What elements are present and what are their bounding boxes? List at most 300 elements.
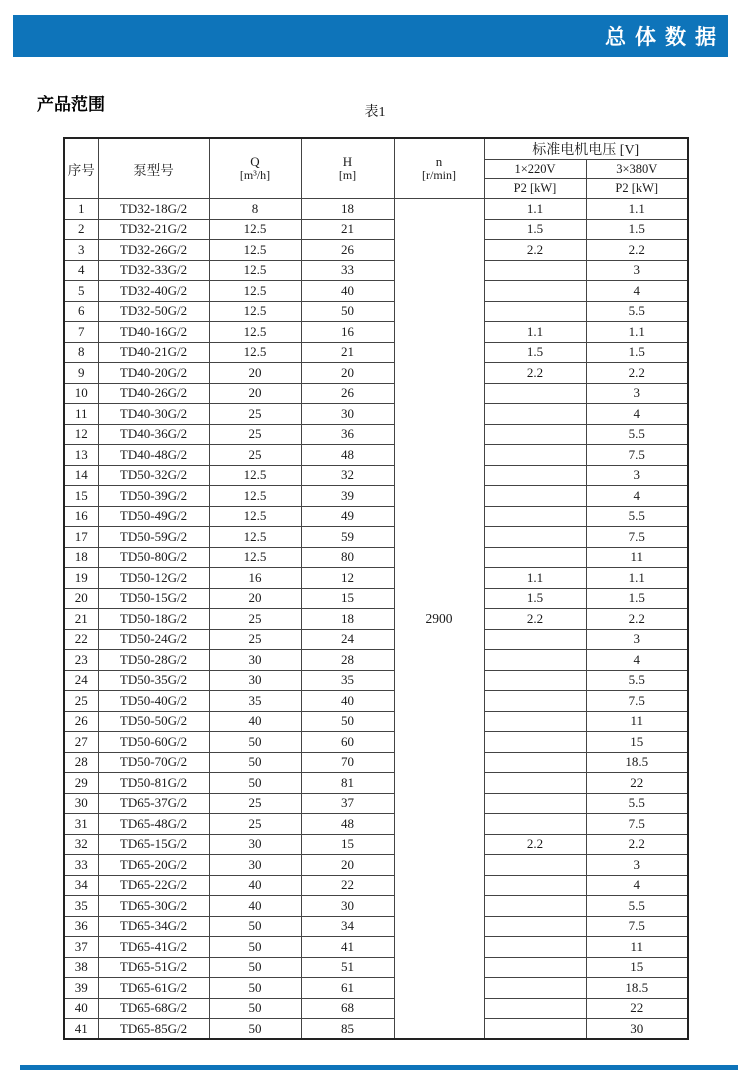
cell-flow-q: 12.5 — [209, 506, 301, 527]
cell-p2-380v: 3 — [586, 855, 688, 876]
cell-flow-q: 40 — [209, 711, 301, 732]
table-row — [64, 424, 688, 445]
col-header-380v: 3×380V — [586, 160, 688, 179]
cell-row-number: 37 — [64, 937, 98, 958]
table-row — [64, 383, 688, 404]
table-row — [64, 834, 688, 855]
cell-row-number: 13 — [64, 445, 98, 466]
cell-pump-model: TD32-33G/2 — [98, 260, 209, 281]
cell-pump-model: TD50-35G/2 — [98, 670, 209, 691]
cell-pump-model: TD40-16G/2 — [98, 322, 209, 343]
table-row — [64, 568, 688, 589]
cell-p2-380v: 15 — [586, 957, 688, 978]
cell-row-number: 1 — [64, 199, 98, 220]
cell-flow-q: 30 — [209, 670, 301, 691]
col-header-h-unit: [m] — [338, 168, 357, 183]
cell-flow-q: 8 — [209, 199, 301, 220]
table-row — [64, 199, 688, 220]
cell-pump-model: TD50-18G/2 — [98, 609, 209, 630]
table-row — [64, 609, 688, 630]
cell-head-h: 12 — [301, 568, 394, 589]
cell-pump-model: TD65-85G/2 — [98, 1019, 209, 1040]
col-header-h — [301, 138, 394, 199]
table-row — [64, 916, 688, 937]
cell-head-h: 15 — [301, 834, 394, 855]
cell-row-number: 24 — [64, 670, 98, 691]
cell-pump-model: TD65-20G/2 — [98, 855, 209, 876]
cell-flow-q: 25 — [209, 793, 301, 814]
cell-row-number: 28 — [64, 752, 98, 773]
cell-row-number: 17 — [64, 527, 98, 548]
col-header-model: 泵型号 — [98, 138, 209, 199]
cell-row-number: 21 — [64, 609, 98, 630]
cell-pump-model: TD50-49G/2 — [98, 506, 209, 527]
cell-flow-q: 25 — [209, 445, 301, 466]
table-row — [64, 629, 688, 650]
cell-p2-220v: 1.5 — [484, 219, 586, 240]
cell-pump-model: TD40-48G/2 — [98, 445, 209, 466]
cell-p2-380v: 30 — [586, 1019, 688, 1040]
cell-row-number: 39 — [64, 978, 98, 999]
col-header-p2-220: P2 [kW] — [484, 179, 586, 199]
cell-p2-380v: 22 — [586, 773, 688, 794]
col-header-q — [209, 138, 301, 199]
cell-p2-220v — [484, 424, 586, 445]
cell-p2-220v — [484, 404, 586, 425]
cell-flow-q: 50 — [209, 752, 301, 773]
cell-p2-380v: 4 — [586, 281, 688, 302]
cell-flow-q: 12.5 — [209, 486, 301, 507]
cell-p2-220v — [484, 301, 586, 322]
cell-head-h: 18 — [301, 609, 394, 630]
cell-row-number: 14 — [64, 465, 98, 486]
cell-flow-q: 12.5 — [209, 322, 301, 343]
cell-p2-380v: 2.2 — [586, 240, 688, 261]
cell-p2-380v: 7.5 — [586, 814, 688, 835]
cell-row-number: 6 — [64, 301, 98, 322]
cell-flow-q: 12.5 — [209, 301, 301, 322]
cell-head-h: 80 — [301, 547, 394, 568]
cell-p2-380v: 1.5 — [586, 588, 688, 609]
cell-row-number: 34 — [64, 875, 98, 896]
cell-p2-380v: 11 — [586, 937, 688, 958]
table-caption: 表1 — [364, 105, 386, 120]
table-row — [64, 465, 688, 486]
cell-p2-220v: 2.2 — [484, 609, 586, 630]
cell-row-number: 27 — [64, 732, 98, 753]
cell-flow-q: 50 — [209, 732, 301, 753]
table-row — [64, 650, 688, 671]
cell-p2-220v — [484, 281, 586, 302]
cell-p2-380v: 5.5 — [586, 506, 688, 527]
cell-pump-model: TD50-70G/2 — [98, 752, 209, 773]
cell-p2-380v: 1.5 — [586, 219, 688, 240]
table-row — [64, 752, 688, 773]
cell-p2-220v — [484, 670, 586, 691]
cell-flow-q: 20 — [209, 363, 301, 384]
cell-head-h: 28 — [301, 650, 394, 671]
cell-flow-q: 50 — [209, 957, 301, 978]
cell-row-number: 7 — [64, 322, 98, 343]
cell-head-h: 48 — [301, 814, 394, 835]
cell-p2-220v — [484, 711, 586, 732]
cell-row-number: 2 — [64, 219, 98, 240]
cell-head-h: 60 — [301, 732, 394, 753]
cell-pump-model: TD40-26G/2 — [98, 383, 209, 404]
cell-pump-model: TD65-48G/2 — [98, 814, 209, 835]
cell-row-number: 23 — [64, 650, 98, 671]
cell-row-number: 36 — [64, 916, 98, 937]
cell-head-h: 39 — [301, 486, 394, 507]
cell-head-h: 37 — [301, 793, 394, 814]
cell-p2-220v — [484, 875, 586, 896]
cell-p2-220v — [484, 896, 586, 917]
cell-row-number: 38 — [64, 957, 98, 978]
cell-p2-220v: 1.5 — [484, 342, 586, 363]
table-row — [64, 240, 688, 261]
cell-flow-q: 35 — [209, 691, 301, 712]
section-title: 产品范围 — [37, 95, 105, 114]
table-row — [64, 1019, 688, 1040]
cell-row-number: 41 — [64, 1019, 98, 1040]
cell-flow-q: 50 — [209, 937, 301, 958]
table-row — [64, 281, 688, 302]
cell-p2-220v — [484, 773, 586, 794]
cell-head-h: 26 — [301, 240, 394, 261]
cell-row-number: 11 — [64, 404, 98, 425]
bottom-accent-rule — [20, 1065, 738, 1070]
cell-row-number: 20 — [64, 588, 98, 609]
cell-p2-220v — [484, 691, 586, 712]
cell-head-h: 33 — [301, 260, 394, 281]
cell-p2-380v: 1.1 — [586, 568, 688, 589]
cell-p2-220v — [484, 937, 586, 958]
table-row — [64, 732, 688, 753]
cell-head-h: 21 — [301, 342, 394, 363]
cell-flow-q: 12.5 — [209, 547, 301, 568]
cell-p2-220v — [484, 978, 586, 999]
cell-flow-q: 25 — [209, 424, 301, 445]
cell-row-number: 33 — [64, 855, 98, 876]
cell-pump-model: TD50-39G/2 — [98, 486, 209, 507]
cell-row-number: 40 — [64, 998, 98, 1019]
cell-head-h: 20 — [301, 363, 394, 384]
cell-p2-220v — [484, 752, 586, 773]
cell-row-number: 8 — [64, 342, 98, 363]
cell-row-number: 3 — [64, 240, 98, 261]
cell-pump-model: TD50-24G/2 — [98, 629, 209, 650]
col-header-no: 序号 — [64, 138, 98, 199]
table-row — [64, 486, 688, 507]
cell-pump-model: TD50-60G/2 — [98, 732, 209, 753]
cell-p2-220v — [484, 855, 586, 876]
table-row — [64, 588, 688, 609]
cell-head-h: 48 — [301, 445, 394, 466]
cell-p2-380v: 3 — [586, 629, 688, 650]
cell-p2-220v — [484, 1019, 586, 1040]
table-row — [64, 219, 688, 240]
cell-flow-q: 25 — [209, 609, 301, 630]
cell-head-h: 41 — [301, 937, 394, 958]
cell-pump-model: TD32-18G/2 — [98, 199, 209, 220]
col-header-voltage-group: 标准电机电压 [V] — [484, 138, 688, 160]
col-header-n — [394, 138, 484, 199]
col-header-p2-380: P2 [kW] — [586, 179, 688, 199]
table-row — [64, 937, 688, 958]
col-header-h-symbol: H — [342, 153, 353, 169]
cell-row-number: 15 — [64, 486, 98, 507]
cell-p2-380v: 22 — [586, 998, 688, 1019]
cell-p2-380v: 5.5 — [586, 896, 688, 917]
cell-p2-380v: 18.5 — [586, 978, 688, 999]
cell-p2-220v — [484, 445, 586, 466]
table-row — [64, 445, 688, 466]
col-header-220v: 1×220V — [484, 160, 586, 179]
cell-p2-220v: 2.2 — [484, 240, 586, 261]
cell-head-h: 35 — [301, 670, 394, 691]
cell-head-h: 81 — [301, 773, 394, 794]
cell-p2-380v: 3 — [586, 465, 688, 486]
cell-pump-model: TD32-40G/2 — [98, 281, 209, 302]
cell-p2-220v — [484, 957, 586, 978]
cell-pump-model: TD50-15G/2 — [98, 588, 209, 609]
cell-p2-220v: 1.1 — [484, 322, 586, 343]
cell-flow-q: 50 — [209, 773, 301, 794]
cell-flow-q: 12.5 — [209, 527, 301, 548]
table-row — [64, 793, 688, 814]
table-row — [64, 814, 688, 835]
cell-pump-model: TD50-28G/2 — [98, 650, 209, 671]
cell-pump-model: TD65-61G/2 — [98, 978, 209, 999]
cell-p2-380v: 7.5 — [586, 527, 688, 548]
col-header-q-symbol: Q — [250, 153, 260, 169]
table-row — [64, 957, 688, 978]
cell-p2-220v — [484, 486, 586, 507]
cell-p2-380v: 7.5 — [586, 691, 688, 712]
cell-p2-380v: 4 — [586, 650, 688, 671]
table-row — [64, 875, 688, 896]
cell-head-h: 61 — [301, 978, 394, 999]
cell-flow-q: 50 — [209, 916, 301, 937]
cell-pump-model: TD65-15G/2 — [98, 834, 209, 855]
cell-pump-model: TD32-21G/2 — [98, 219, 209, 240]
cell-head-h: 16 — [301, 322, 394, 343]
cell-row-number: 12 — [64, 424, 98, 445]
cell-p2-380v: 18.5 — [586, 752, 688, 773]
cell-head-h: 21 — [301, 219, 394, 240]
cell-pump-model: TD40-20G/2 — [98, 363, 209, 384]
cell-speed-n-merged: 2900 — [394, 199, 484, 1040]
table-row — [64, 342, 688, 363]
cell-pump-model: TD50-32G/2 — [98, 465, 209, 486]
cell-flow-q: 30 — [209, 650, 301, 671]
cell-p2-220v — [484, 629, 586, 650]
cell-p2-380v: 2.2 — [586, 834, 688, 855]
cell-head-h: 30 — [301, 896, 394, 917]
cell-row-number: 29 — [64, 773, 98, 794]
page-header-title: 总体数据 — [605, 26, 725, 49]
table-row — [64, 404, 688, 425]
cell-flow-q: 20 — [209, 383, 301, 404]
col-header-n-unit: [r/min] — [422, 168, 456, 183]
cell-p2-220v — [484, 527, 586, 548]
cell-p2-220v: 1.5 — [484, 588, 586, 609]
cell-head-h: 20 — [301, 855, 394, 876]
cell-flow-q: 16 — [209, 568, 301, 589]
cell-head-h: 32 — [301, 465, 394, 486]
cell-flow-q: 12.5 — [209, 240, 301, 261]
cell-pump-model: TD65-68G/2 — [98, 998, 209, 1019]
cell-row-number: 19 — [64, 568, 98, 589]
cell-p2-380v: 1.1 — [586, 322, 688, 343]
cell-p2-220v — [484, 650, 586, 671]
cell-head-h: 18 — [301, 199, 394, 220]
cell-row-number: 30 — [64, 793, 98, 814]
cell-row-number: 18 — [64, 547, 98, 568]
cell-pump-model: TD50-50G/2 — [98, 711, 209, 732]
cell-row-number: 35 — [64, 896, 98, 917]
cell-p2-220v — [484, 506, 586, 527]
table-row — [64, 260, 688, 281]
cell-p2-220v — [484, 793, 586, 814]
table-row — [64, 773, 688, 794]
cell-p2-380v: 7.5 — [586, 445, 688, 466]
cell-p2-380v: 5.5 — [586, 301, 688, 322]
cell-pump-model: TD50-80G/2 — [98, 547, 209, 568]
cell-pump-model: TD50-40G/2 — [98, 691, 209, 712]
top-accent-bar — [13, 15, 728, 57]
cell-pump-model: TD40-21G/2 — [98, 342, 209, 363]
cell-row-number: 31 — [64, 814, 98, 835]
cell-head-h: 85 — [301, 1019, 394, 1040]
cell-flow-q: 50 — [209, 998, 301, 1019]
cell-flow-q: 50 — [209, 978, 301, 999]
cell-p2-380v: 11 — [586, 547, 688, 568]
cell-flow-q: 40 — [209, 875, 301, 896]
cell-p2-380v: 3 — [586, 260, 688, 281]
cell-p2-220v — [484, 998, 586, 1019]
cell-p2-220v — [484, 916, 586, 937]
cell-head-h: 68 — [301, 998, 394, 1019]
cell-p2-380v: 7.5 — [586, 916, 688, 937]
cell-p2-380v: 4 — [586, 486, 688, 507]
cell-flow-q: 50 — [209, 1019, 301, 1040]
cell-row-number: 9 — [64, 363, 98, 384]
cell-p2-380v: 2.2 — [586, 363, 688, 384]
table-body — [64, 199, 688, 1040]
cell-p2-220v — [484, 260, 586, 281]
table-row — [64, 896, 688, 917]
cell-row-number: 4 — [64, 260, 98, 281]
cell-head-h: 36 — [301, 424, 394, 445]
cell-flow-q: 12.5 — [209, 219, 301, 240]
cell-flow-q: 12.5 — [209, 281, 301, 302]
cell-p2-380v: 1.5 — [586, 342, 688, 363]
cell-pump-model: TD40-36G/2 — [98, 424, 209, 445]
cell-flow-q: 30 — [209, 834, 301, 855]
cell-row-number: 10 — [64, 383, 98, 404]
table-row — [64, 547, 688, 568]
cell-row-number: 22 — [64, 629, 98, 650]
table-row — [64, 691, 688, 712]
cell-p2-220v — [484, 732, 586, 753]
cell-flow-q: 12.5 — [209, 342, 301, 363]
product-range-table — [63, 137, 689, 1040]
cell-head-h: 40 — [301, 691, 394, 712]
cell-head-h: 26 — [301, 383, 394, 404]
cell-p2-380v: 5.5 — [586, 793, 688, 814]
cell-head-h: 30 — [301, 404, 394, 425]
cell-head-h: 15 — [301, 588, 394, 609]
cell-p2-380v: 11 — [586, 711, 688, 732]
table-row — [64, 527, 688, 548]
cell-pump-model: TD65-37G/2 — [98, 793, 209, 814]
cell-flow-q: 12.5 — [209, 465, 301, 486]
cell-pump-model: TD50-12G/2 — [98, 568, 209, 589]
cell-p2-220v — [484, 814, 586, 835]
table-row — [64, 322, 688, 343]
cell-row-number: 32 — [64, 834, 98, 855]
table-header — [64, 138, 688, 199]
cell-row-number: 26 — [64, 711, 98, 732]
cell-p2-220v — [484, 383, 586, 404]
cell-pump-model: TD50-59G/2 — [98, 527, 209, 548]
cell-pump-model: TD32-50G/2 — [98, 301, 209, 322]
cell-p2-220v: 1.1 — [484, 568, 586, 589]
cell-row-number: 25 — [64, 691, 98, 712]
table-row — [64, 855, 688, 876]
table-row — [64, 670, 688, 691]
cell-p2-220v: 2.2 — [484, 834, 586, 855]
cell-p2-380v: 4 — [586, 404, 688, 425]
table-row — [64, 363, 688, 384]
cell-p2-380v: 5.5 — [586, 424, 688, 445]
col-header-q-unit: [m³/h] — [239, 168, 271, 183]
cell-row-number: 5 — [64, 281, 98, 302]
cell-pump-model: TD65-34G/2 — [98, 916, 209, 937]
table-row — [64, 301, 688, 322]
cell-head-h: 59 — [301, 527, 394, 548]
cell-pump-model: TD40-30G/2 — [98, 404, 209, 425]
cell-p2-380v: 2.2 — [586, 609, 688, 630]
cell-p2-380v: 3 — [586, 383, 688, 404]
cell-p2-220v: 1.1 — [484, 199, 586, 220]
cell-pump-model: TD65-30G/2 — [98, 896, 209, 917]
cell-flow-q: 25 — [209, 629, 301, 650]
cell-pump-model: TD65-51G/2 — [98, 957, 209, 978]
table-row — [64, 711, 688, 732]
cell-head-h: 51 — [301, 957, 394, 978]
cell-head-h: 70 — [301, 752, 394, 773]
cell-flow-q: 25 — [209, 814, 301, 835]
cell-p2-380v: 15 — [586, 732, 688, 753]
cell-head-h: 34 — [301, 916, 394, 937]
table-row — [64, 998, 688, 1019]
table-row — [64, 506, 688, 527]
cell-flow-q: 20 — [209, 588, 301, 609]
cell-pump-model: TD50-81G/2 — [98, 773, 209, 794]
cell-head-h: 24 — [301, 629, 394, 650]
cell-pump-model: TD65-22G/2 — [98, 875, 209, 896]
cell-p2-220v — [484, 547, 586, 568]
cell-pump-model: TD32-26G/2 — [98, 240, 209, 261]
cell-flow-q: 40 — [209, 896, 301, 917]
cell-p2-380v: 4 — [586, 875, 688, 896]
cell-flow-q: 12.5 — [209, 260, 301, 281]
col-header-n-symbol: n — [435, 153, 443, 169]
cell-p2-220v: 2.2 — [484, 363, 586, 384]
cell-head-h: 50 — [301, 301, 394, 322]
